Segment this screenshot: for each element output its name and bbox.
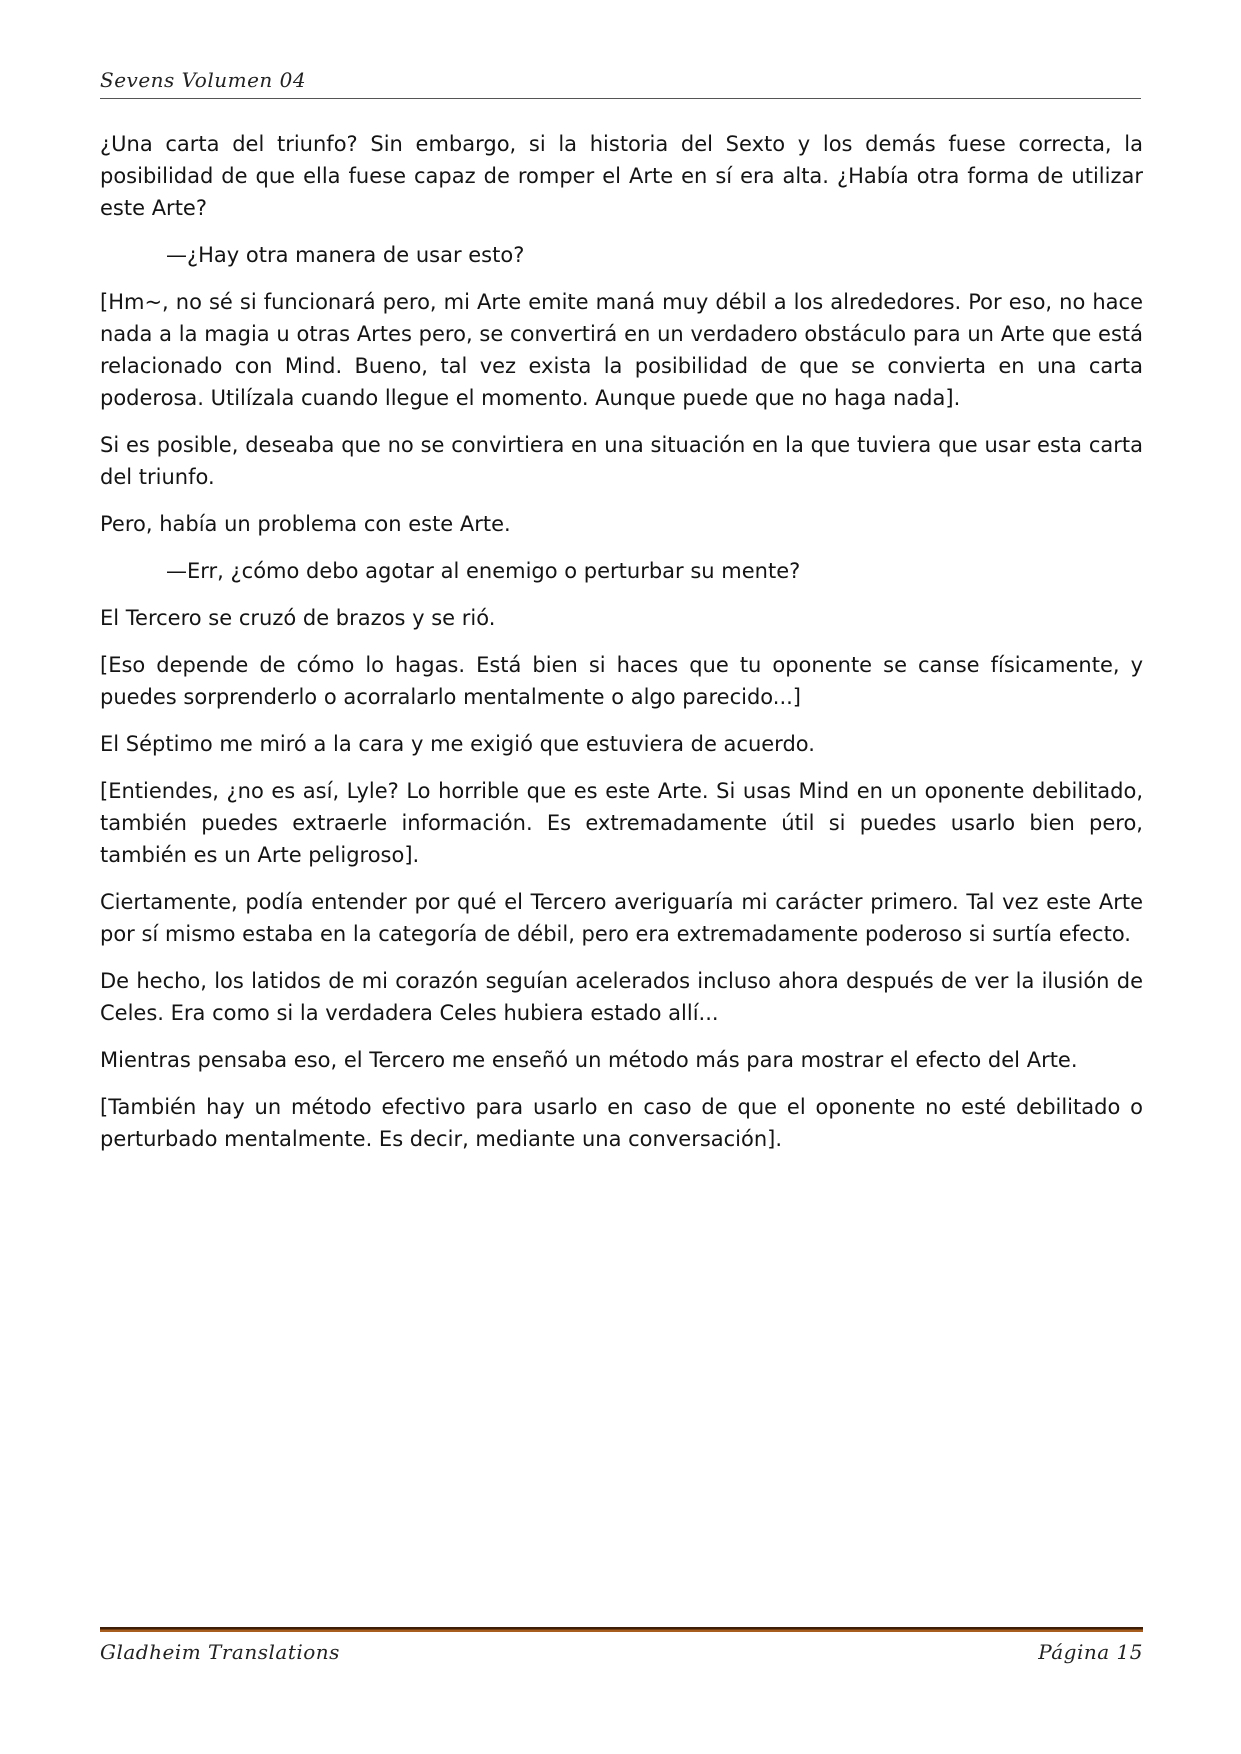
header-rule: [100, 98, 1141, 99]
dialogue-paragraph: —¿Hay otra manera de usar esto?: [166, 243, 525, 267]
footer-page-number: Página 15: [1038, 1640, 1143, 1664]
page-body: [100, 128, 1143, 1170]
paragraph: Pero, había un problema con este Arte.: [100, 512, 511, 536]
footer-translator-credit: Gladheim Translations: [100, 1640, 340, 1664]
paragraph: El Tercero se cruzó de brazos y se rió.: [100, 606, 496, 630]
page-header: [100, 68, 1141, 99]
paragraph: Ciertamente, podía entender por qué el Tercero averiguaría mi carácter primero. Tal vez este Arte por sí mismo estaba en la categoría de débil, pero era extremadamente poderoso si surtía efecto.: [100, 890, 1143, 946]
paragraph: El Séptimo me miró a la cara y me exigió que estuviera de acuerdo.: [100, 732, 815, 756]
paragraph: [Eso depende de cómo lo hagas. Está bien si haces que tu oponente se canse físicamente, y puedes sorprenderlo o acorralarlo mentalmente o algo parecido...]: [100, 653, 1143, 709]
page-footer: [100, 1627, 1143, 1664]
footer-rule: [100, 1627, 1143, 1632]
paragraph: Si es posible, deseaba que no se convirtiera en una situación en la que tuviera que usar esta carta del triunfo.: [100, 433, 1143, 489]
paragraph: [Entiendes, ¿no es así, Lyle? Lo horrible que es este Arte. Si usas Mind en un oponente debilitado, también puedes extraerle información. Es extremadamente útil si puedes usarlo bien pero, también es un Arte peligroso].: [100, 779, 1143, 867]
paragraph: [También hay un método efectivo para usarlo en caso de que el oponente no esté debilitado o perturbado mentalmente. Es decir, mediante una conversación].: [100, 1095, 1143, 1151]
dialogue-paragraph: —Err, ¿cómo debo agotar al enemigo o perturbar su mente?: [166, 559, 801, 583]
paragraph: Mientras pensaba eso, el Tercero me enseñó un método más para mostrar el efecto del Arte.: [100, 1048, 1078, 1072]
paragraph: [Hm~, no sé si funcionará pero, mi Arte emite maná muy débil a los alrededores. Por eso, no hace nada a la magia u otras Artes pero, se convertirá en un verdadero obstáculo para un Arte que está relacionado con Mind. Bueno, tal vez exista la posibilidad de que se convierta en una carta poderosa. Utilízala cuando llegue el momento. Aunque puede que no haga nada].: [100, 290, 1143, 410]
paragraph: De hecho, los latidos de mi corazón seguían acelerados incluso ahora después de ver la ilusión de Celes. Era como si la verdadera Celes hubiera estado allí...: [100, 969, 1143, 1025]
paragraph: ¿Una carta del triunfo? Sin embargo, si la historia del Sexto y los demás fuese correcta, la posibilidad de que ella fuese capaz de romper el Arte en sí era alta. ¿Había otra forma de utilizar este Arte?: [100, 132, 1143, 220]
page-header-title: Sevens Volumen 04: [100, 68, 307, 92]
